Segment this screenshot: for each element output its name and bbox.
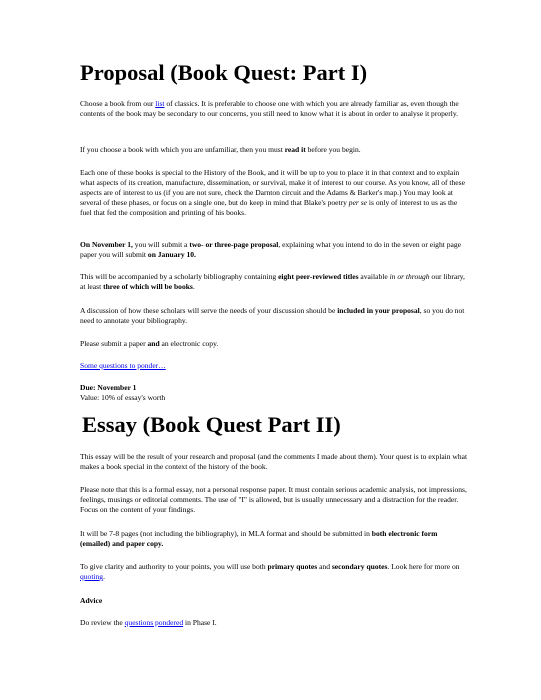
proposal-heading: Proposal (Book Quest: Part I)	[80, 60, 368, 85]
choose-book-paragraph: Choose a book from our list of classics. It is preferable to choose one with which you are already familiar as, even though the contents of the book may be secondary to our concerns, you still need to know what it is about in order to analyse it properly.	[80, 99, 459, 119]
format-paragraph: It will be 7-8 pages (not including the bibliography), in MLA format and should be submitted in both electronic form (emailed) and paper copy.	[80, 529, 438, 549]
review-paragraph: Do review the questions pondered in Phase I.	[80, 618, 217, 627]
november-paragraph: On November 1, you will submit a two- or three-page proposal, explaining what you intend to do in the seven or eight page paper you will submit on January 10.	[80, 240, 461, 260]
questions-to-ponder-link[interactable]: Some questions to ponder…	[80, 361, 166, 370]
submit-paragraph: Please submit a paper and an electronic copy.	[80, 339, 219, 348]
questions-paragraph	[80, 361, 468, 371]
formal-essay-paragraph: Please note that this is a formal essay, not a personal response paper. It must contain serious academic analysis, not impressions, feelings, musings or editorial comments. The use of "I" is allowed, but is usually unnecessary and a distraction for the reader. Focus on the content of your findings.	[80, 485, 467, 515]
quoting-link[interactable]: quoting	[80, 572, 104, 582]
unfamiliar-paragraph: If you choose a book with which you are unfamiliar, then you must read it before you begin.	[80, 145, 361, 154]
list-link[interactable]: list	[155, 99, 165, 108]
due-paragraph	[80, 383, 468, 403]
essay-heading: Essay (Book Quest Part II)	[82, 412, 341, 437]
essay-intro-paragraph: This essay will be the result of your research and proposal (and the comments I made about them). Your quest is to explain what makes a book special in the context of the history of the book.	[80, 452, 468, 472]
advice-paragraph	[80, 596, 468, 606]
questions-pondered-link[interactable]: questions pondered	[124, 618, 184, 627]
quotes-paragraph: To give clarity and authority to your points, you will use both primary quotes and secondary quotes. Look here for more on quoting.	[80, 562, 460, 582]
advice-label: Advice	[80, 596, 103, 605]
discussion-paragraph: A discussion of how these scholars will serve the needs of your discussion should be included in your proposal, so you do not need to annotate your bibliography.	[80, 306, 465, 326]
history-paragraph: Each one of these books is special to the History of the Book, and it will be up to you to place it in that context and to explain what aspects of its creation, manufacture, dissemination, or survival, make it of interest to our course. As you know, all of these aspects are of interest to us (if you are not sure, check the Darnton circuit and the Adams & Barker's map.) You may look at several of these phases, or focus on a single one, but do keep in mind that Blake's poetry per se is only of interest to us as the fuel that fed the composition and printing of his books.	[80, 168, 465, 218]
value-line: Value: 10% of essay's worth	[80, 393, 166, 403]
bibliography-paragraph: This will be accompanied by a scholarly bibliography containing eight peer-reviewed titles available in or through our library, at least three of which will be books.	[80, 272, 465, 292]
due-label: Due: November 1	[80, 383, 137, 392]
